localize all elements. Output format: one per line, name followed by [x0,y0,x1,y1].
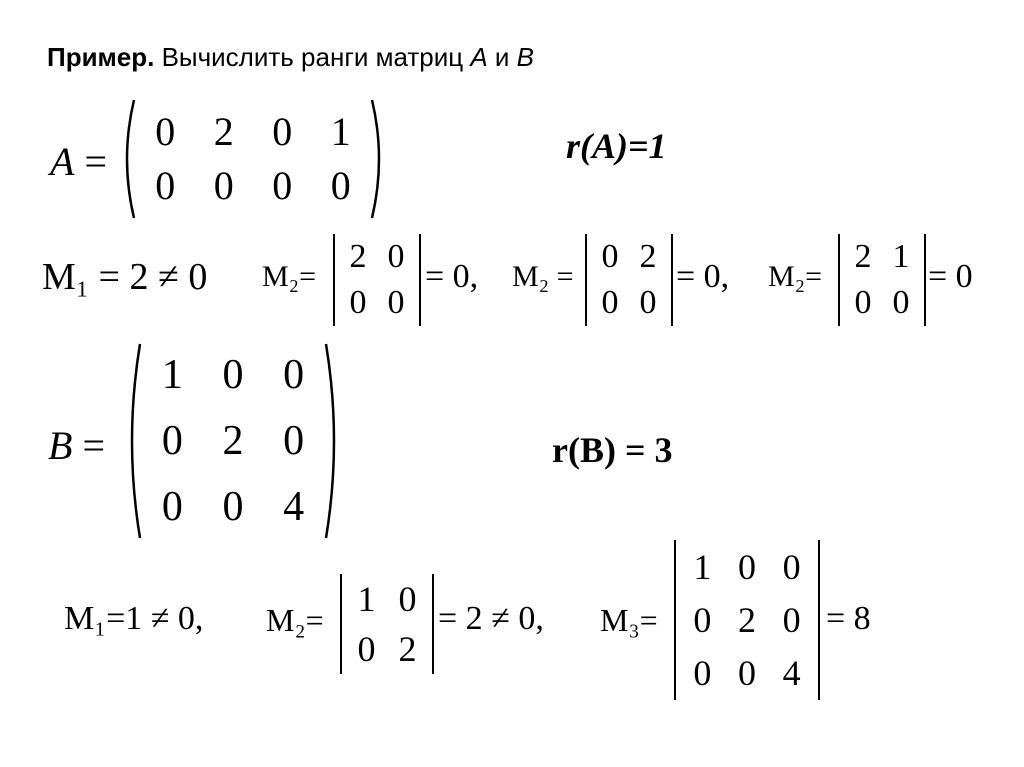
rank-b: r(B) = 3 [552,430,673,470]
matrix-cell: 0 [283,418,305,464]
det-cell: 1 [892,238,910,275]
minor-a-m2c-result: = 0 [928,258,973,295]
det-cell: 0 [854,284,872,321]
left-paren-icon [122,342,142,540]
det-cell: 0 [693,653,712,694]
right-paren-icon [324,342,344,540]
title-text: Вычислить ранги матриц [154,42,471,72]
matrix-cell: 0 [272,109,293,154]
det-cell: 0 [357,629,376,669]
minor-a-m2b-result: = 0, [676,258,730,295]
det-cell: 0 [892,284,910,321]
det-cell: 0 [782,599,801,640]
minor-a-m2a-determinant [333,234,421,326]
det-cell: 1 [357,579,376,619]
minor-a-m2a-label: M₂= [262,260,317,293]
minor-a-m2c-determinant [838,234,926,326]
det-cell: 0 [737,653,756,694]
rank-a: r(A)=1 [566,126,667,166]
left-paren-icon [118,98,136,220]
matrix-cell: 1 [161,352,183,398]
matrix-cell: 0 [283,352,305,398]
det-cell: 2 [854,238,872,275]
matrix-cell: 0 [222,484,244,530]
slide-title [47,40,534,74]
det-cell: 0 [639,284,657,321]
minor-b-m3-determinant [674,540,820,700]
det-cell: 4 [782,653,801,694]
matrix-cell: 0 [330,163,351,208]
matrix-a-name [50,139,107,184]
matrix-cell: 4 [283,484,305,530]
title-and: и [487,42,517,72]
minor-a-m2a-result: = 0, [425,258,479,295]
minor-b-m2-result: = 2 ≠ 0, [438,600,544,637]
matrix-a-equals: = [84,139,107,184]
minor-a-m2b-label: M₂ = [512,260,574,293]
det-cell: 0 [601,284,619,321]
matrix-cell: 1 [330,109,351,154]
matrix-cell: 0 [155,109,176,154]
title-bold: Пример. [47,42,155,72]
det-cell: 2 [639,238,657,275]
det-cell: 0 [349,284,367,321]
det-cell: 0 [737,546,756,587]
minor-a-m1: M₁ = 2 ≠ 0 [42,256,208,298]
matrix-cell: 2 [222,418,244,464]
matrix-cell: 0 [222,352,244,398]
matrix-cell: 0 [155,163,176,208]
matrix-cell: 0 [213,163,234,208]
matrix-b-letter: B [48,423,73,468]
matrix-b [122,342,344,540]
title-matrix-b: B [516,42,535,72]
matrix-b-name [48,423,105,468]
minor-b-m3-label: M₃= [600,602,658,638]
det-cell: 0 [387,284,405,321]
minor-b-m3-result: = 8 [826,600,871,637]
matrix-a-letter: A [50,139,75,184]
minor-a-m2c-label: M₂= [768,260,823,293]
det-cell: 0 [601,238,619,275]
det-cell: 2 [398,629,417,669]
det-cell: 1 [693,546,712,587]
matrix-a [118,98,388,220]
matrix-cell: 0 [161,484,183,530]
minor-b-m2-determinant [340,574,434,674]
det-cell: 0 [398,579,417,619]
matrix-cell: 0 [272,163,293,208]
matrix-cell: 2 [213,109,234,154]
title-matrix-a: A [470,42,488,72]
matrix-b-cells [142,342,324,540]
matrix-b-equals: = [82,423,105,468]
det-cell: 2 [737,599,756,640]
det-cell: 0 [782,546,801,587]
det-cell: 2 [349,238,367,275]
det-cell: 0 [693,599,712,640]
minor-b-m1: M₁=1 ≠ 0, [64,600,204,637]
matrix-a-cells [136,109,370,208]
minor-a-m2b-determinant [585,234,673,326]
det-cell: 0 [387,238,405,275]
matrix-cell: 0 [161,418,183,464]
minor-b-m2-label: M₂= [266,602,324,638]
right-paren-icon [370,98,388,220]
